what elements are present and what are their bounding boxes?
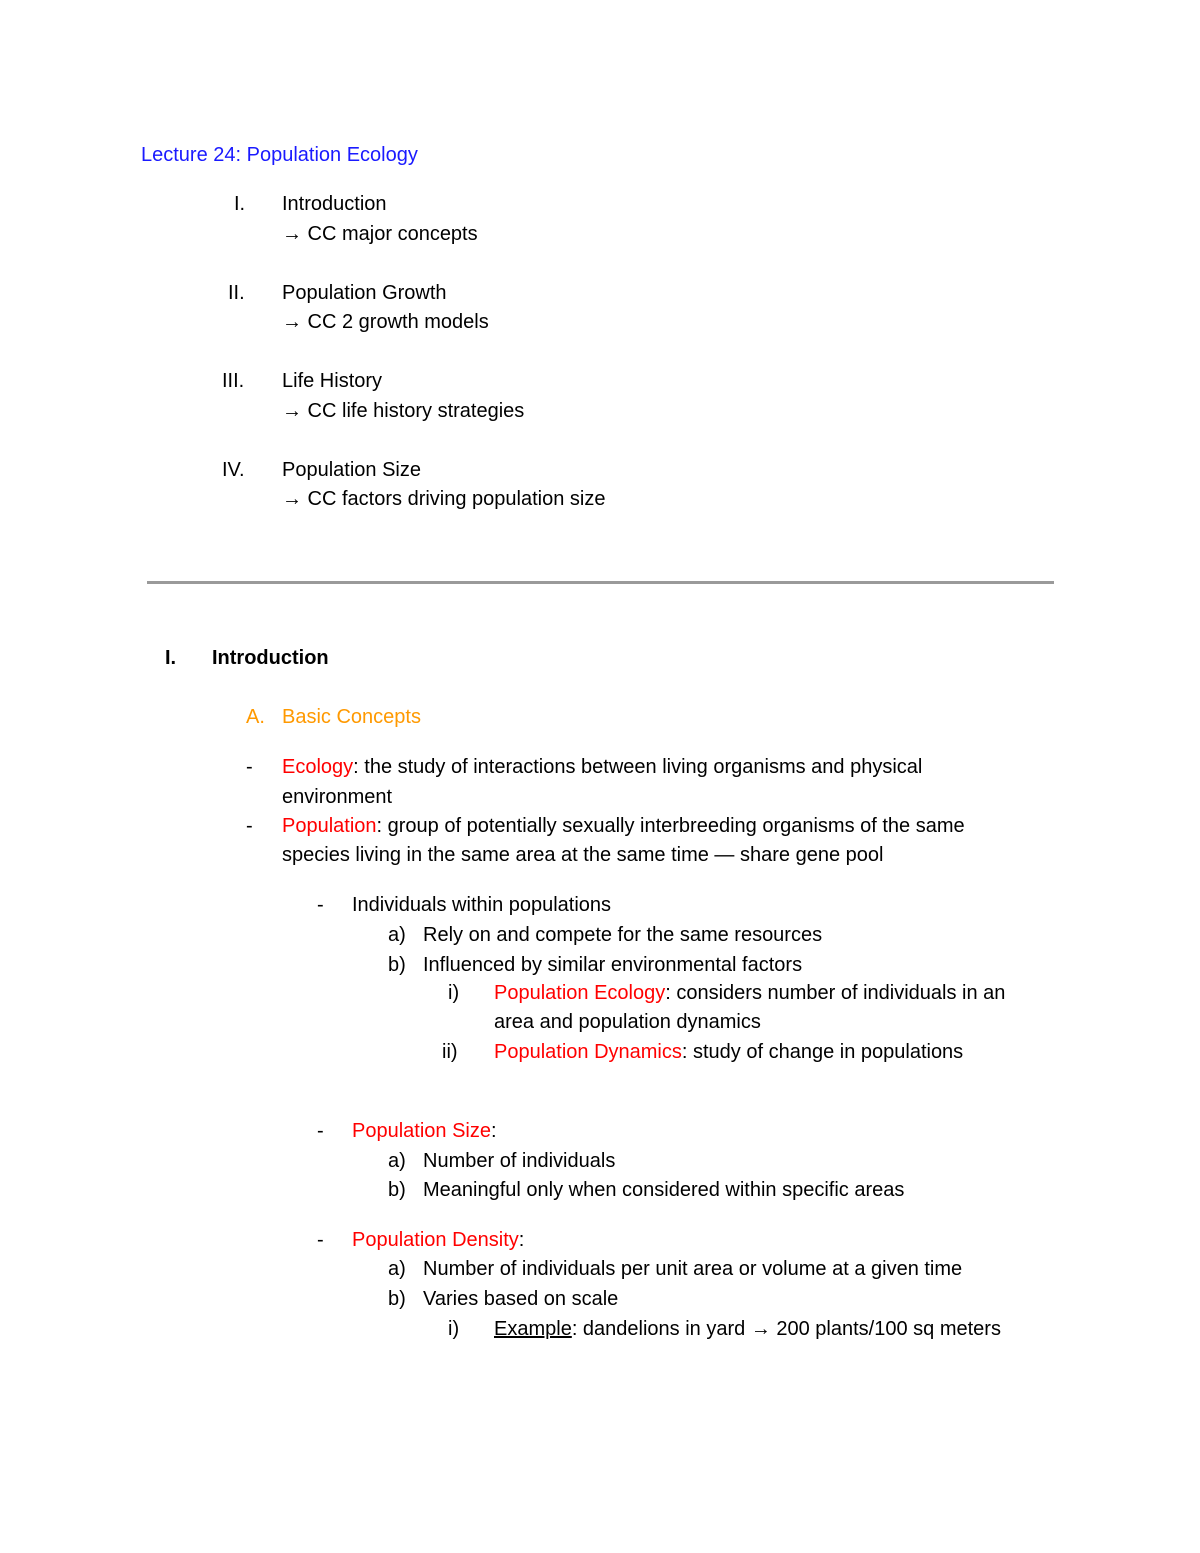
- outline-item-subtext: → CC factors driving population size: [282, 488, 606, 510]
- bullet-dash: -: [317, 1229, 324, 1251]
- term-population: Population: [282, 815, 377, 837]
- horizontal-divider: [147, 581, 1054, 584]
- subsection-heading: Basic Concepts: [282, 706, 421, 728]
- list-item: Varies based on scale: [423, 1288, 619, 1310]
- definition-text: : group of potentially sexually interbreeding organisms of the same: [376, 815, 965, 837]
- definition-text: : the study of interactions between living organisms and physical: [353, 756, 923, 778]
- list-item-label: Individuals within populations: [352, 894, 612, 916]
- term-example: Example: [494, 1318, 572, 1340]
- outline-item-label: Life History: [282, 370, 383, 392]
- definition-population-ecology: [494, 981, 1005, 1005]
- definition-text: : considers number of individuals in an: [665, 982, 1006, 1004]
- outline-item-label: Population Size: [282, 459, 421, 481]
- list-marker: b): [388, 1288, 406, 1310]
- subsection-number: A.: [246, 706, 265, 728]
- definition-ecology: [282, 755, 922, 779]
- outline-number: I.: [234, 193, 246, 215]
- list-item: Number of individuals: [423, 1150, 616, 1172]
- outline-item-subtext: → CC 2 growth models: [282, 311, 489, 333]
- outline-number: II.: [228, 282, 245, 304]
- list-marker: i): [448, 1318, 460, 1340]
- outline-item-label: Population Growth: [282, 282, 447, 304]
- list-marker: a): [388, 924, 406, 946]
- bullet-dash: -: [246, 756, 253, 778]
- definition-text-continued: species living in the same area at the same time — share gene pool: [282, 844, 884, 866]
- list-marker: a): [388, 1150, 406, 1172]
- bullet-dash: -: [317, 1120, 324, 1142]
- list-marker: i): [448, 982, 460, 1004]
- heading-population-density: [352, 1228, 524, 1252]
- term-population-density: Population Density: [352, 1229, 519, 1251]
- term-population-ecology: Population Ecology: [494, 982, 666, 1004]
- bullet-dash: -: [317, 894, 324, 916]
- page-title: Lecture 24: Population Ecology: [141, 144, 418, 166]
- list-marker: b): [388, 1179, 406, 1201]
- outline-item-subtext: → CC major concepts: [282, 223, 478, 245]
- definition-text: : study of change in populations: [681, 1041, 964, 1063]
- list-item: Number of individuals per unit area or volume at a given time: [423, 1258, 963, 1280]
- outline-number: IV.: [222, 459, 245, 481]
- term-population-dynamics: Population Dynamics: [494, 1041, 682, 1063]
- definition-population-dynamics: [494, 1040, 963, 1064]
- outline-item-label: Introduction: [282, 193, 387, 215]
- term-population-size: Population Size: [352, 1120, 491, 1142]
- list-item: Influenced by similar environmental factors: [423, 954, 803, 976]
- list-marker: ii): [442, 1041, 458, 1063]
- example-text: : dandelions in yard → 200 plants/100 sq meters: [571, 1318, 1001, 1340]
- term-ecology: Ecology: [282, 756, 354, 778]
- section-heading: Introduction: [212, 647, 329, 669]
- definition-text-continued: area and population dynamics: [494, 1011, 761, 1033]
- definition-text-continued: environment: [282, 786, 393, 808]
- section-number: I.: [165, 647, 177, 669]
- list-item: Rely on and compete for the same resources: [423, 924, 823, 946]
- outline-number: III.: [222, 370, 245, 392]
- definition-population: [282, 814, 965, 838]
- colon: :: [490, 1120, 497, 1142]
- heading-population-size: [352, 1119, 497, 1143]
- outline-item-subtext: → CC life history strategies: [282, 400, 525, 422]
- list-item: Meaningful only when considered within specific areas: [423, 1179, 905, 1201]
- list-marker: b): [388, 954, 406, 976]
- bullet-dash: -: [246, 815, 253, 837]
- colon: :: [518, 1229, 525, 1251]
- list-marker: a): [388, 1258, 406, 1280]
- example-line: [494, 1317, 1001, 1341]
